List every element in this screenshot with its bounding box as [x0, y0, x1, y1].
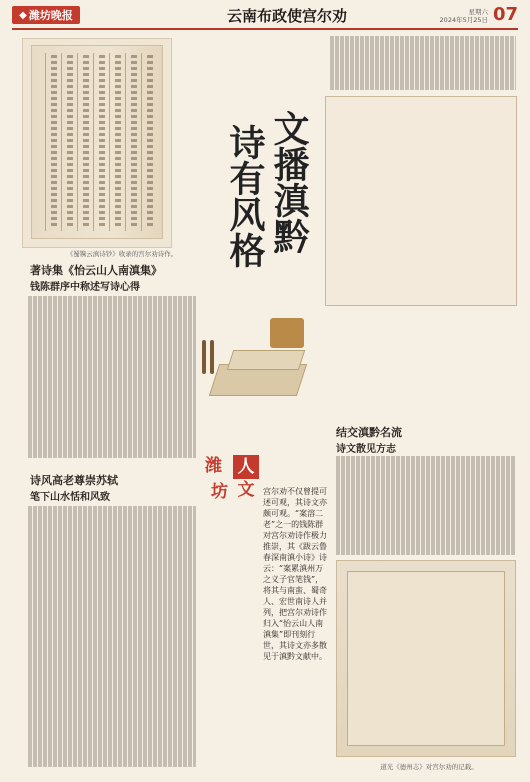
stamp-char-wen: 文 — [237, 480, 255, 500]
body-text-3 — [336, 456, 516, 555]
logo-icon: ◆ — [19, 9, 27, 21]
still-life-photo — [196, 310, 324, 420]
section2-title: 诗风高老尊崇苏轼 — [30, 474, 118, 487]
header-rule — [12, 28, 518, 30]
masthead — [12, 6, 518, 26]
weekday: 星期六 — [468, 8, 488, 16]
manuscript-photo — [22, 38, 172, 248]
body-text-2 — [28, 506, 196, 767]
section1-title: 著诗集《怡云山人南滇集》 — [30, 264, 162, 277]
date: 2024年5月25日 — [439, 16, 488, 24]
column-stamp — [205, 455, 259, 513]
page-number: 07 — [492, 4, 518, 25]
stamp-char-fang: 坊 — [211, 482, 228, 502]
page-title: 云南布政使宫尔劝 — [226, 7, 347, 25]
editor-note: 宫尔劝不仅曾提可述可观，其诗文亦颇可观。“案溶二老”之一的钱陈群对宫尔劝诗作极力推崇，其《跋云鲁春深南滇小诗》诗云：“案累滇州万之义子官笔钱”，将其与南蛮、蜀奇人、宏世南诗人并列，把宫尔劝诗作归入“怡云山人南滇集”即刊刻行世，其诗文亦多散见于滇黔文献中。 — [263, 487, 327, 661]
section3-subtitle: 诗文散见方志 — [336, 444, 396, 455]
poem-box — [325, 96, 517, 306]
logo-text: 潍坊晚报 — [28, 9, 73, 22]
stamp-char-ren: 人 — [233, 455, 259, 479]
headline-part-a: 文播滇黔 — [268, 110, 310, 254]
photo-caption: 《蜀镌云滇诗钞》收录的宫尔劝诗作。 — [66, 250, 178, 258]
body-text-1 — [28, 296, 196, 458]
newspaper-logo — [12, 6, 80, 24]
body-text-top-right — [330, 36, 516, 90]
archive-photo — [336, 560, 516, 757]
section1-subtitle: 钱陈群序中称述写诗心得 — [30, 282, 140, 293]
manuscript-image — [31, 45, 163, 239]
section2-subtitle: 笔下山水恬和风致 — [30, 492, 110, 503]
section3-title: 结交滇黔名流 — [336, 426, 402, 439]
date-block — [440, 8, 488, 24]
archive-caption: 道光《德州志》对宫尔劝的记载。 — [380, 763, 478, 771]
stamp-char-tan: 潍 — [205, 456, 222, 476]
headline-part-b: 诗有风格 — [224, 124, 266, 268]
